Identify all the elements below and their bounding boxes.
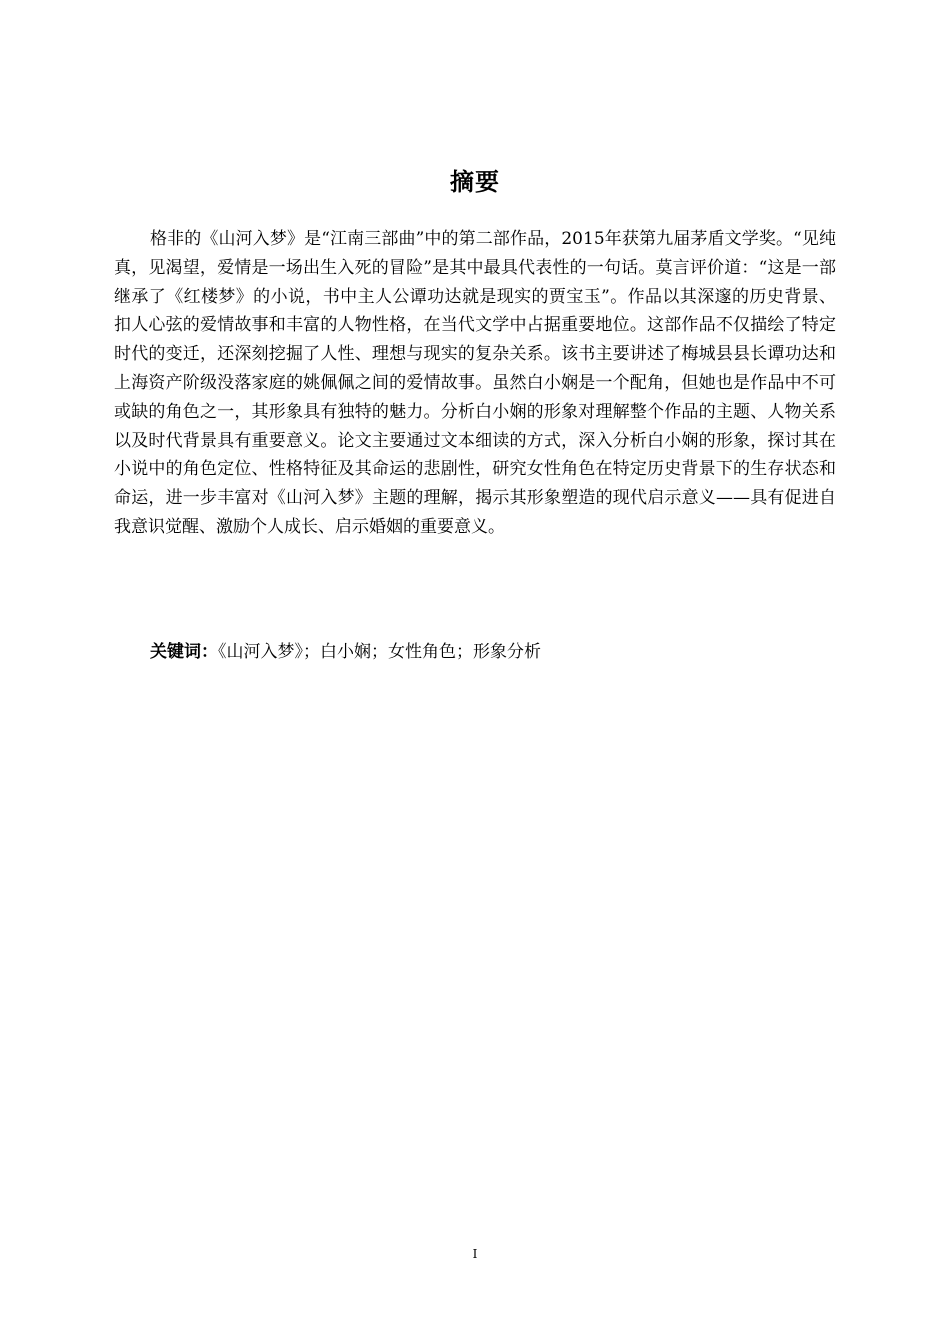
keywords-line: [150, 638, 836, 666]
keywords-label: 关键词：: [150, 642, 218, 662]
abstract-paragraph: 格非的《山河入梦》是“江南三部曲”中的第二部作品，2015年获第九届茅盾文学奖。“见纯真，见渴望，爱情是一场出生入死的冒险”是其中最具代表性的一句话。莫言评价道：“这是一部继承了《红楼梦》的小说，书中主人公谭功达就是现实的贾宝玉”。作品以其深邃的历史背景、扣人心弦的爱情故事和丰富的人物性格，在当代文学中占据重要地位。这部作品不仅描绘了特定时代的变迁，还深刻挖掘了人性、理想与现实的复杂关系。该书主要讲述了梅城县县长谭功达和上海资产阶级没落家庭的姚佩佩之间的爱情故事。虽然白小娴是一个配角，但她也是作品中不可或缺的角色之一，其形象具有独特的魅力。分析白小娴的形象对理解整个作品的主题、人物关系以及时代背景具有重要意义。论文主要通过文本细读的方式，深入分析白小娴的形象，探讨其在小说中的角色定位、性格特征及其命运的悲剧性，研究女性角色在特定历史背景下的生存状态和命运，进一步丰富对《山河入梦》主题的理解，揭示其形象塑造的现代启示意义——具有促进自我意识觉醒、激励个人成长、启示婚姻的重要意义。: [114, 229, 836, 537]
page-title: 摘要: [450, 168, 500, 196]
keywords-value: 《山河入梦》；白小娴；女性角色；形象分析: [218, 642, 541, 662]
page-number: I: [472, 1247, 478, 1261]
